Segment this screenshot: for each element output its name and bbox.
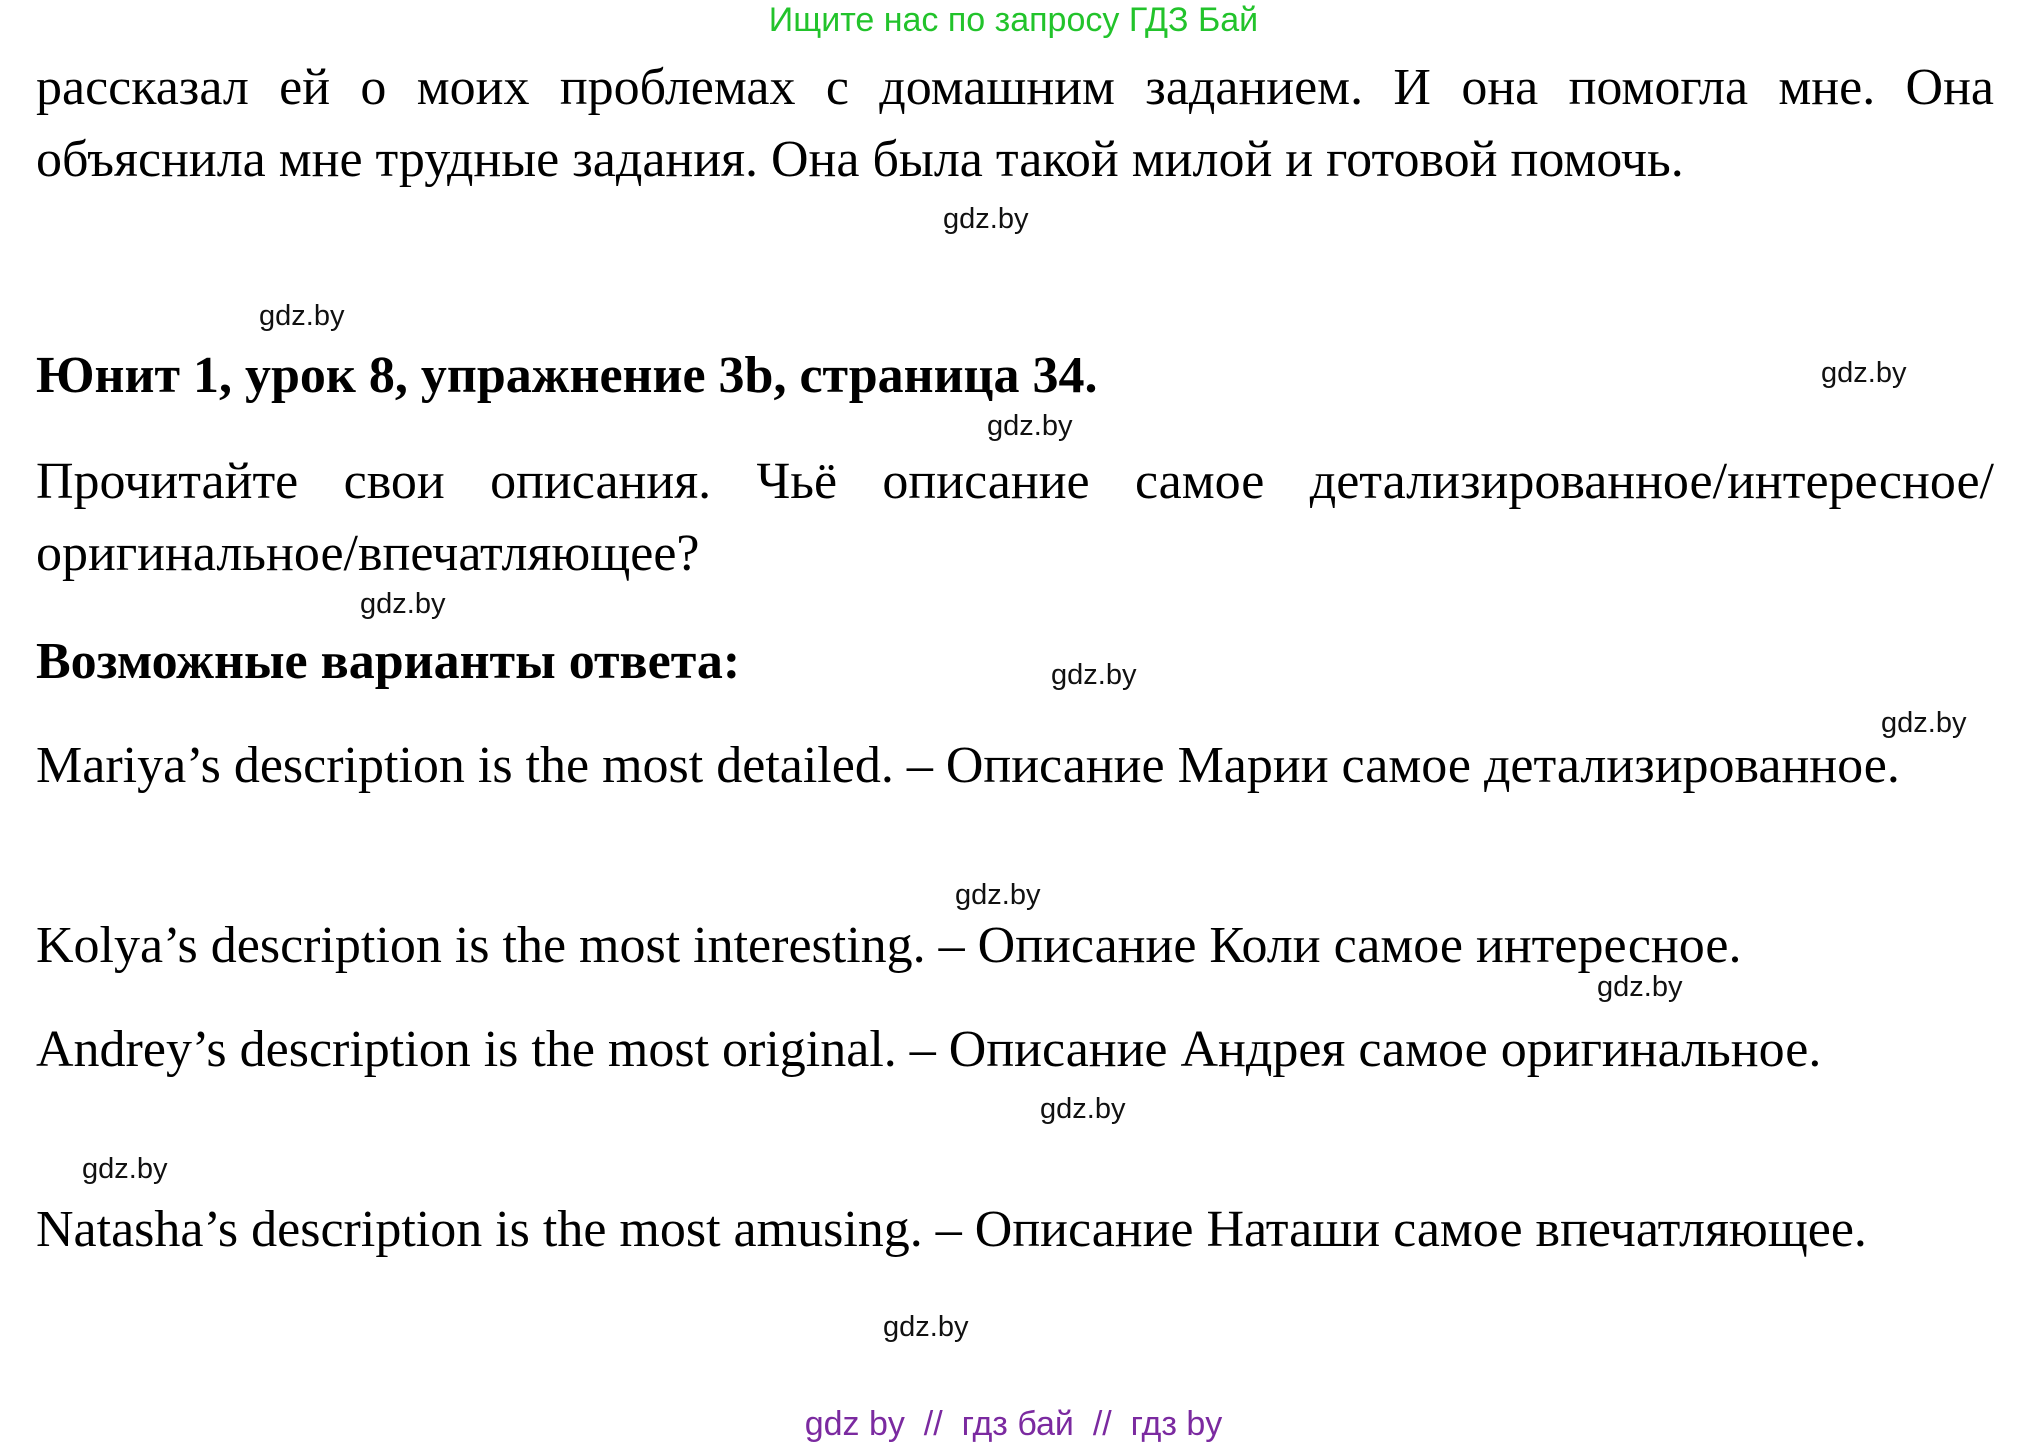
answer-item: Kolya’s description is the most interesting. – Описание Коли самое интересное. <box>36 917 1742 974</box>
intro-paragraph: рассказал ей о моих проблемах с домашним заданием. И она помогла мне. Она объяснила мне трудные задания. Она была такой милой и готовой помочь. <box>36 59 1994 188</box>
watermark: gdz.by <box>1051 659 1137 691</box>
task-paragraph: Прочитайте свои описания. Чьё описание самое детализированное/интересное/оригинальное/впечатляющее? <box>36 453 1994 582</box>
section-title: Юнит 1, урок 8, упражнение 3b, страница 34. <box>36 347 1098 404</box>
answer-item: Natasha’s description is the most amusing. – Описание Наташи самое впечатляющее. <box>36 1201 1867 1258</box>
answers-heading: Возможные варианты ответа: <box>36 633 741 690</box>
watermark: gdz.by <box>1597 971 1683 1003</box>
watermark: gdz.by <box>883 1311 969 1343</box>
answer-item: Andrey’s description is the most original. – Описание Андрея самое оригинальное. <box>36 1021 1822 1078</box>
watermark: gdz.by <box>259 300 345 332</box>
watermark: gdz.by <box>943 203 1029 235</box>
top-banner: Ищите нас по запросу ГДЗ Бай <box>768 1 1259 39</box>
answer-item: Mariya’s description is the most detailed. – Описание Марии самое детализированное. <box>36 737 1900 794</box>
watermark: gdz.by <box>360 588 446 620</box>
watermark: gdz.by <box>955 879 1041 911</box>
watermark: gdz.by <box>1040 1093 1126 1125</box>
bottom-banner: gdz by // гдз бай // гдз by <box>804 1405 1223 1443</box>
watermark: gdz.by <box>82 1153 168 1185</box>
watermark: gdz.by <box>1821 357 1907 389</box>
watermark: gdz.by <box>1881 707 1967 739</box>
watermark: gdz.by <box>987 410 1073 442</box>
